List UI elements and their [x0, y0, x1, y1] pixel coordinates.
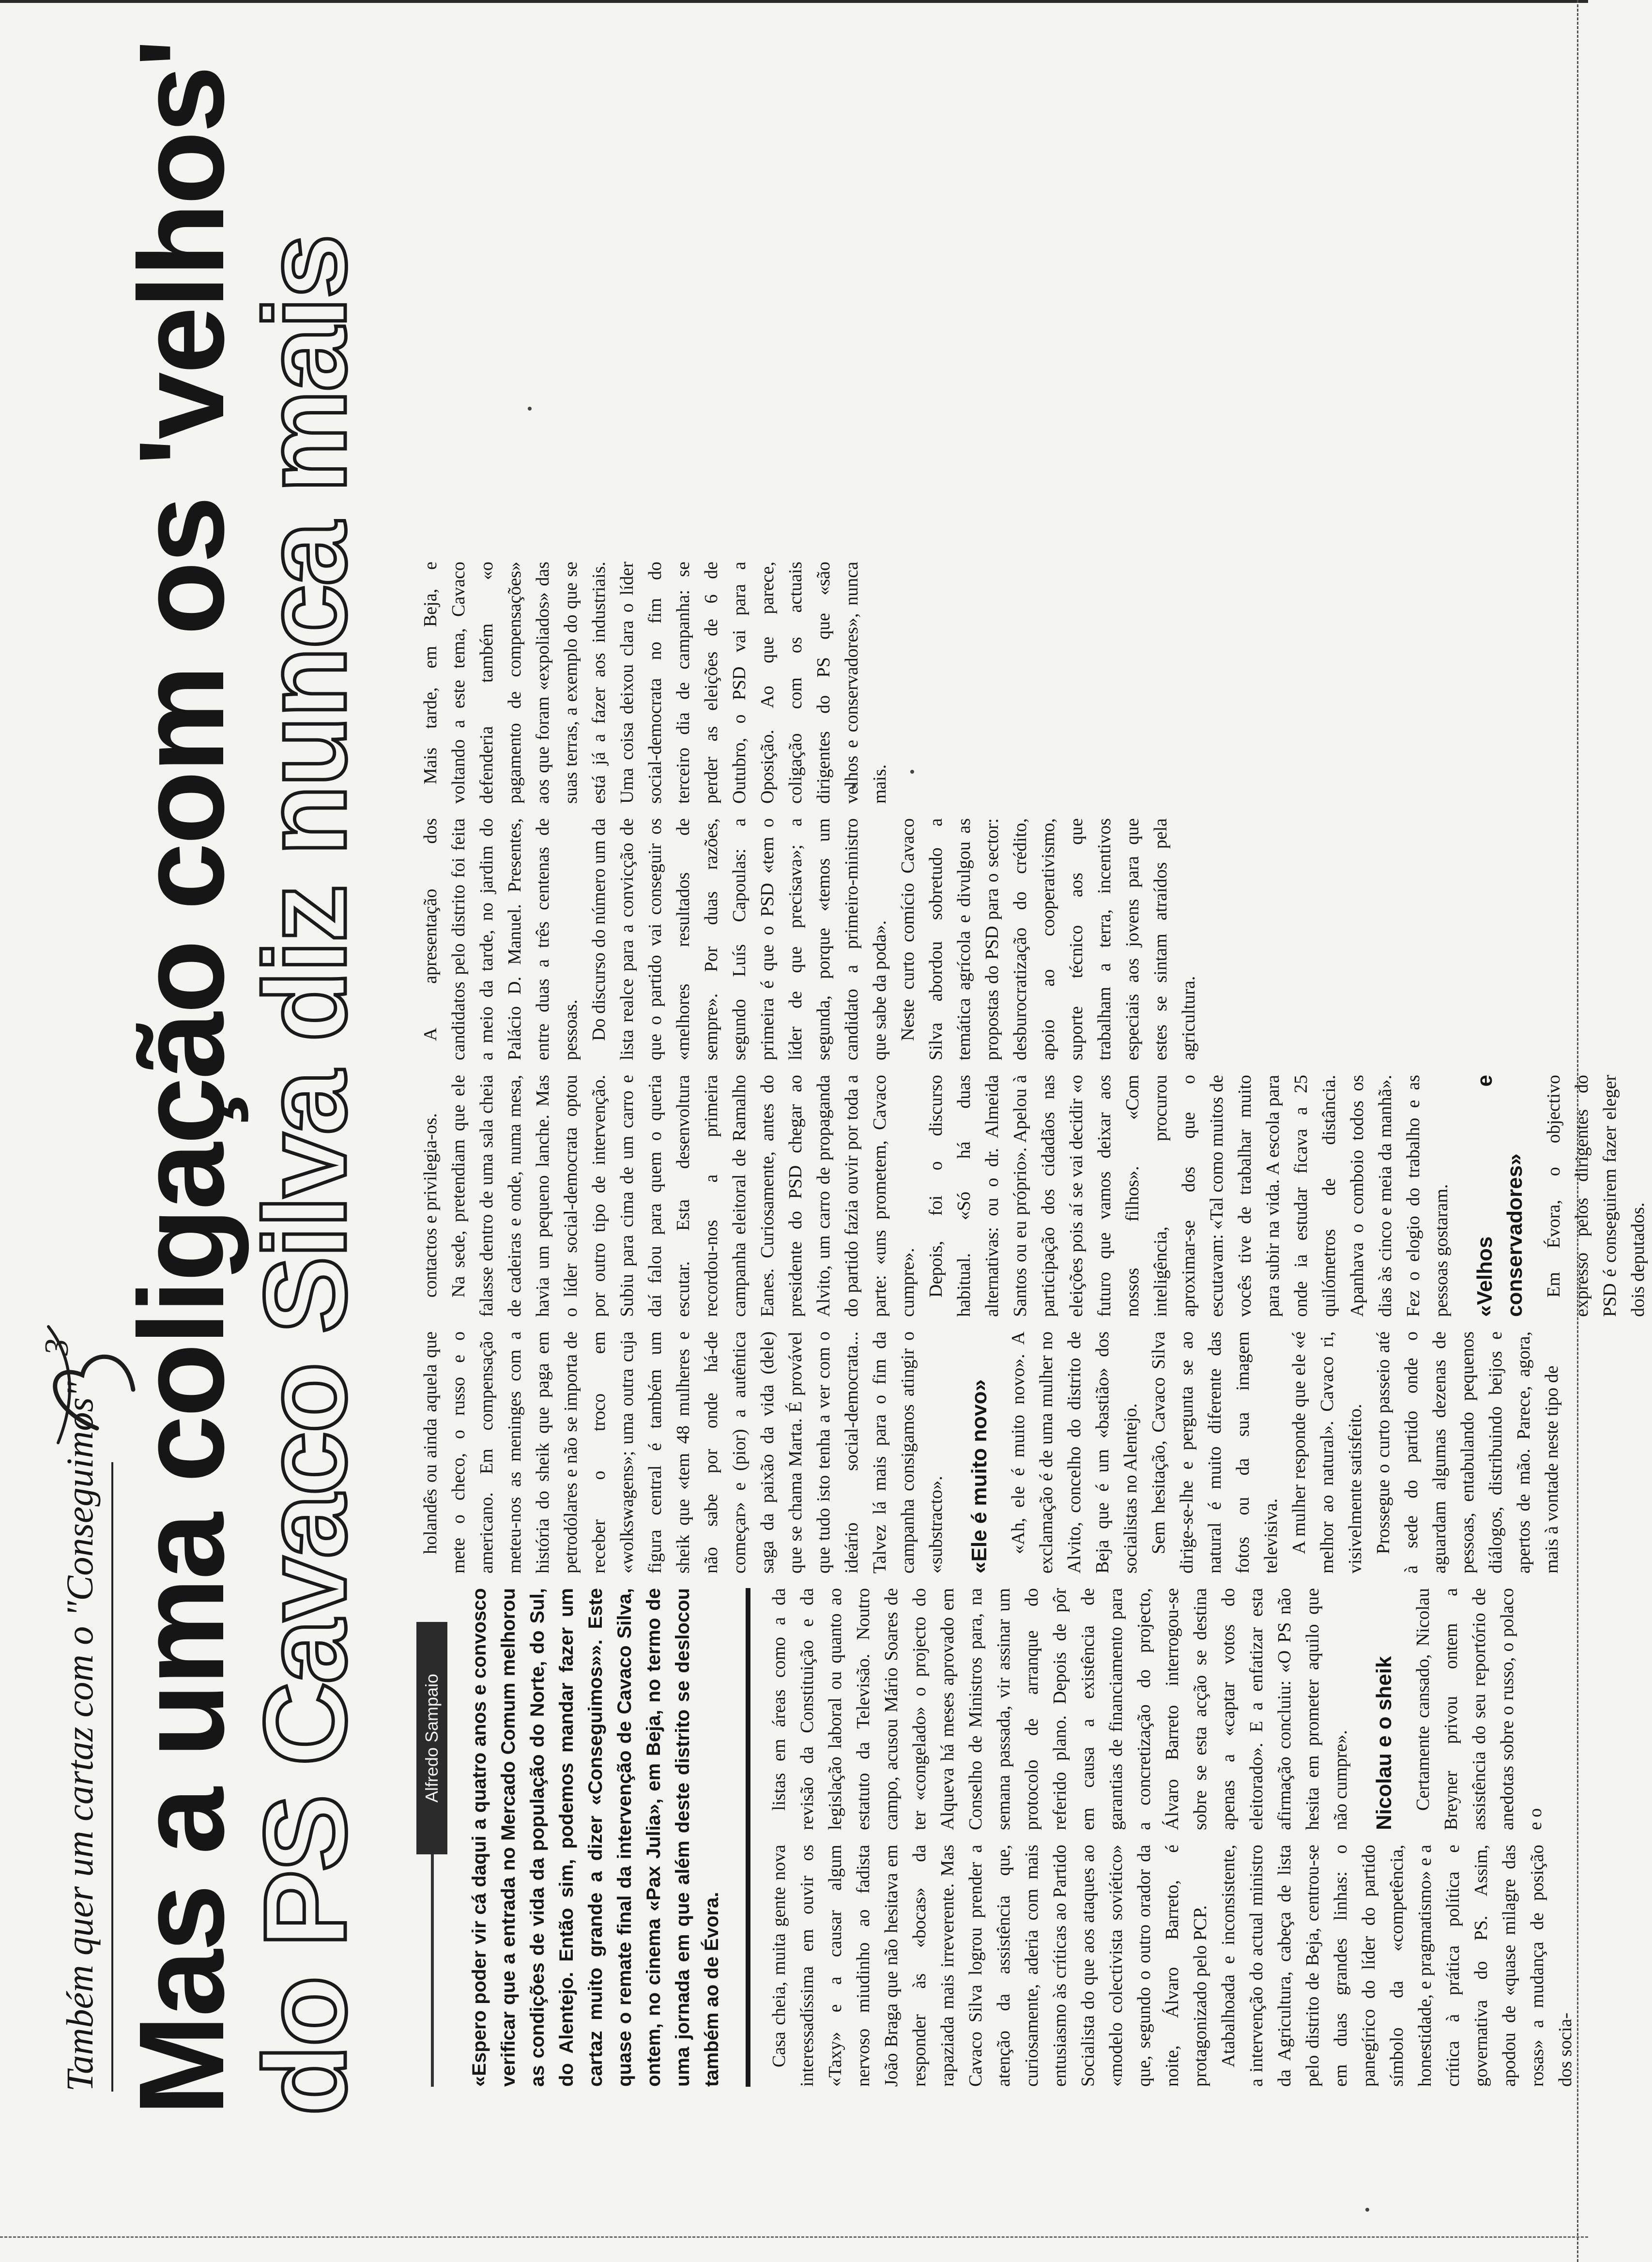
byline-rule: [431, 1854, 434, 2087]
article-column-2: [765, 1588, 1545, 1830]
scan-top-edge: [0, 0, 1588, 28]
headline-line-2: do PS Cavaco Silva diz nunca mais: [240, 236, 370, 2116]
body-paragraph: Sem hesitação, Cavaco Silva dirige-se-lhe e pergunta se ao natural é muito diferente das fotos ou da sua imagem televisiva.: [1148, 1331, 1281, 1574]
body-paragraph: Na sede, pretendiam que ele falasse dentro de uma sala cheia de cadeiras e onde, numa mesa, havia um pequeno lanche. Mas o líder social-democrata optou por outro tipo de intervenção. Subiu para cima de um carro e daí falou para quem o queria escutar. Esta desenvoltura recordou-nos a primeira campanha eleitoral de Ramalho Eanes. Curiosamente, antes do presidente do PSD chegar ao Alvito, um carro de propaganda do partido fazia ouvir por toda a parte: «uns prometem, Cavaco cumpre».: [448, 1075, 918, 1317]
body-paragraph: Em Évora, o objectivo expresso pelos dirigentes do PSD é conseguirem fazer eleger dois deputados.: [1544, 1075, 1648, 1317]
body-paragraph: listas em áreas como a da revisão da Constituição e da legislação laboral ou quanto ao estatuto da Televisão. Noutro campo, acusou Mário Soares de ter «congelado» o projecto do Alqueva há meses aprovado em Conselho de Ministros para, na semana passada, vir assinar um protocolo de arranque do referido plano. Depois de pôr em causa a existência de garantias de financiamento para a concretização do projecto, Álvaro Barreto interrogou-se sobre se esta acção se destina apenas a «captar votos do eleitorado». E a enfatizar esta afirmação concluiu: «O PS não hesita em prometer aquilo que não cumpre».: [769, 1588, 1351, 1830]
lead-rule: [746, 1588, 750, 2087]
scan-bottom-edge: [0, 2231, 1588, 2238]
lead-paragraph: «Espero poder vir cá daqui a quatro anos e convosco verificar que a entrada no Mercado Comum melhorou as condições de vida da população do Norte, do Sul, do Alentejo. Então sim, podemos mandar fazer um cartaz muito grande a dizer «Conseguimos»». Este quase o remate final da intervenção de Cavaco Silva, ontem, no cinema «Pax Julia», em Beja, no termo de uma jornada em que além deste distrito se deslocou também ao de Évora.: [469, 1588, 722, 2087]
body-paragraph: contactos e privilegia-os.: [420, 1113, 441, 1298]
body-paragraph: A apresentação dos candidatos pelo distrito foi feita a meio da tarde, no jardim do Palácio D. Manuel. Presentes, entre duas a três centenas de pessoas.: [420, 818, 581, 1060]
kicker-line: Também quer um cartaz com o "Conseguimos": [53, 1462, 113, 2092]
handwritten-number: 3: [38, 1339, 76, 1356]
article-column-6: [416, 562, 1511, 804]
body-paragraph: Do discurso do número um da lista realce para a convicção de que o partido vai conseguir os «melhores resultados de sempre». Por duas razões, segundo Luís Capoulas: a primeira é que o PSD «tem o líder de que precisava»; a segunda, porque «temos um candidato a primeiro-ministro que sabe da poda».: [589, 818, 890, 1060]
byline: Alfredo Sampaio: [416, 1622, 447, 1854]
body-paragraph: Atabalhoada e inconsistente, a intervenção do actual ministro da Agricultura, cabeça de lista pelo distrito de Beja, centrou-se em duas grandes linhas: o panegírico do líder do partido símbolo da «competência, honestidade, e pragmatismo» e a crítica à prática política e governativa do PS. Assim, apodou de «quase milagre das rosas» a mudança de posição dos socia-: [1218, 1845, 1576, 2087]
body-paragraph: Neste curto comício Cavaco Silva abordou sobretudo a temática agrícola e divulgou as propostas do PSD para o sector: desburocratização do crédito, apoio ao cooperativismo, suporte técnico aos que trabalham a terra, incentivos especiais aos jovens para que estes se sintam atraídos pela agricultura.: [898, 818, 1199, 1060]
body-paragraph: A mulher responde que ele «é melhor ao natural». Cavaco ri, visivelmente satisfeito.: [1289, 1331, 1365, 1574]
body-paragraph: Mais tarde, em Beja, e voltando a este tema, Cavaco defenderia também «o pagamento de compensações» aos que foram «expoliados» das suas terras, a exemplo do que se está já a fazer aos industriais. Uma coisa deixou clara o líder social-democrata no fim do terceiro dia de campanha: se perder as eleições de 6 de Outubro, o PSD vai para a Oposição. Ao que parece, coligação com os actuais dirigentes do PS que «são velhos e conservadores», nunca mais.: [420, 562, 890, 804]
body-paragraph: Prossegue o curto passeio até à sede do partido onde o aguardam algumas dezenas de pessoas, entabulando pequenos diálogos, distribuindo beijos e apertos de mão. Parece, agora, mais à vontade neste tipo de: [1373, 1331, 1562, 1574]
headline-line-1: Mas a uma coligação com os 'velhos': [114, 40, 249, 2116]
subheading: Nicolau e o sheik: [1372, 1656, 1396, 1830]
article-column-4: [416, 1075, 1648, 1317]
body-paragraph: holandês ou ainda aquela que mete o checo, o russo e o americano. Em compensação meteu-nos as meninges com a história do sheik que paga em petrodólares e não se importa de receber o troco em «wolkswagens»; uma outra cuja figura central é também um sheik que «tem 48 mulheres e não sabe por onde há-de começar» e (pior) a autêntica saga da paixão da vida (dele) que se chama Marta. É provável que tudo isto tenha a ver com o ideário social-democrata... Talvez lá mais para o fim da campanha consigamos atingir o «substracto».: [420, 1331, 946, 1574]
scan-speckle: [1365, 2208, 1369, 2212]
body-paragraph: Certamente cansado, Nicolau Breyner privou ontem a assistência do seu reportório de anedotas sobre o russo, o polaco e o: [1413, 1588, 1545, 1830]
newspaper-clipping: [38, 40, 1648, 2125]
subheading: «Ele é muito novo»: [967, 1379, 991, 1574]
subheading: «Velhos e conservadores»: [1473, 1075, 1527, 1317]
body-paragraph: Casa cheia, muita gente nova interessadíssima em ouvir os «Taxy» e a causar algum nervoso miudinho ao fadista João Braga que não hesitava em responder às «bocas» da rapaziada mais irreverente. Mas Cavaco Silva logrou prender a atenção da assistência que, curiosamente, aderia com mais entusiasmo às críticas ao Partido Socialista do que aos ataques ao «modelo colectivista soviético» que, segundo o outro orador da noite, Álvaro Barreto, é protagonizado pelo PCP.: [769, 1845, 1210, 2087]
article-column-3: [416, 1331, 1562, 1574]
body-paragraph: «Ah, ele é muito novo». A exclamação é de uma mulher no Alvito, concelho do distrito de Beja que é um «bastião» dos socialistas no Alentejo.: [1008, 1331, 1141, 1574]
article-column-5: [416, 818, 1511, 1060]
article-column-1: [765, 1845, 1576, 2087]
body-paragraph: Depois, foi o discurso habitual. «Só há duas alternativas: ou o dr. Almeida Santos ou eu próprio». Apelou à participação dos cidadãos nas eleições pois aí se vai decidir «o futuro que vamos deixar aos nossos filhos». «Com inteligência, procurou aproximar-se dos que o escutavam: «Tal como muitos de vocês tive de trabalhar muito para subir na vida. A escola para onde ia estudar ficava a 25 quilómetros de distância. Apanhava o comboio todos os dias às cinco e meia da manhã». Fez o elogio do trabalho e as pessoas gostaram.: [926, 1075, 1452, 1317]
